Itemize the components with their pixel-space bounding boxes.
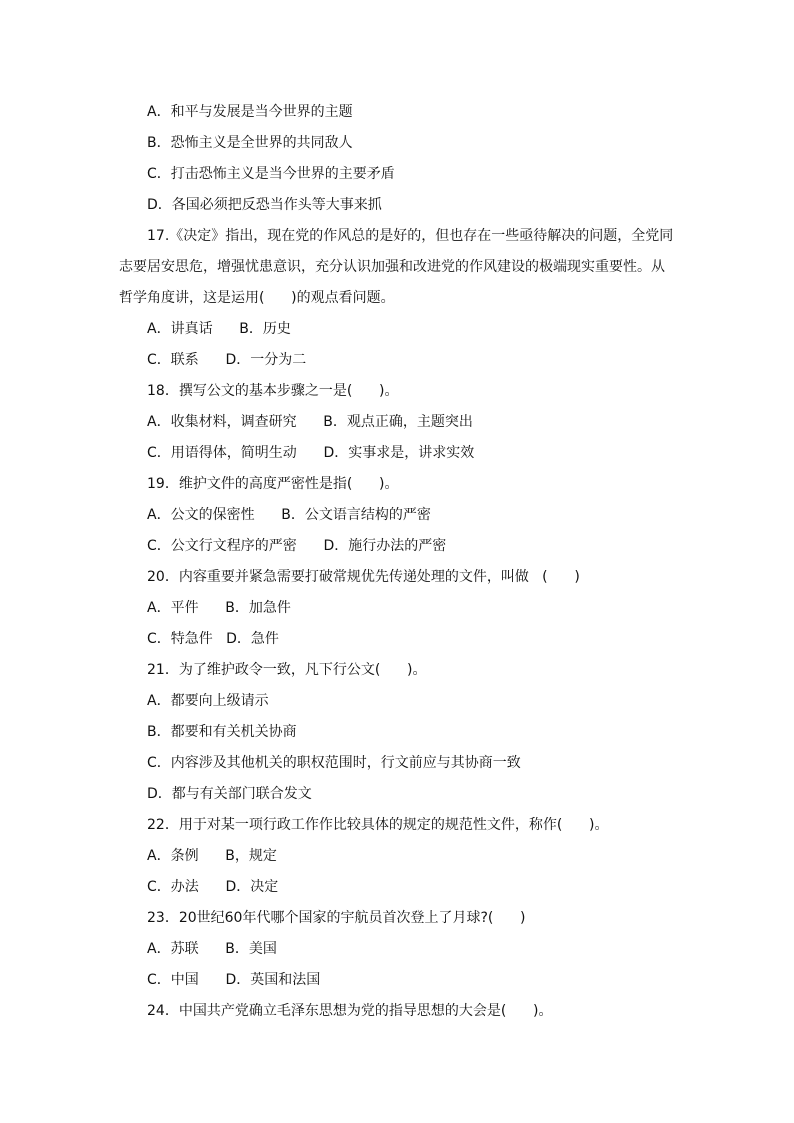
question-19: 19．维护文件的高度严密性是指( )。	[147, 476, 399, 492]
question-22: 22．用于对某一项行政工作作比较具体的规定的规范性文件，称作( )。	[147, 817, 609, 833]
option-line: C．办法 D．决定	[147, 879, 279, 895]
question-21: 21．为了维护政令一致，凡下行公文( )。	[147, 662, 427, 678]
option-line: A．讲真话 B．历史	[147, 321, 291, 337]
option-line: B．都要和有关机关协商	[147, 724, 297, 740]
question-20: 20．内容重要并紧急需要打破常规优先传递处理的文件，叫做 ( )	[147, 569, 580, 585]
option-line: C．内容涉及其他机关的职权范围时，行文前应与其协商一致	[147, 755, 521, 771]
question-list	[0, 97, 794, 1027]
option-line: A．苏联 B．美国	[147, 941, 277, 957]
option-line: C．特急件 D．急件	[147, 631, 279, 647]
option-line: C．用语得体，简明生动 D．实事求是，讲求实效	[147, 445, 475, 461]
option-line: C．公文行文程序的严密 D．施行办法的严密	[147, 538, 447, 554]
option-line: A．公文的保密性 B．公文语言结构的严密	[147, 507, 431, 523]
option-line: A．平件 B．加急件	[147, 600, 291, 616]
option-line: B．恐怖主义是全世界的共同敌人	[147, 135, 353, 151]
option-line: C．中国 D．英国和法国	[147, 972, 321, 988]
question-17-continued: 哲学角度讲，这是运用( )的观点看问题。	[119, 290, 395, 306]
question-18: 18．撰写公文的基本步骤之一是( )。	[147, 383, 399, 399]
option-line: A．都要向上级请示	[147, 693, 269, 709]
question-17-continued: 志要居安思危，增强忧患意识，充分认识加强和改进党的作风建设的极端现实重要性。从	[119, 259, 665, 275]
question-23: 23．20世纪60年代哪个国家的宇航员首次登上了月球?( )	[147, 910, 526, 926]
option-line: C．打击恐怖主义是当今世界的主要矛盾	[147, 166, 395, 182]
option-line: A．条例 B，规定	[147, 848, 277, 864]
question-17: 17.《决定》指出，现在党的作风总的是好的，但也存在一些亟待解决的问题，全党同	[147, 228, 674, 244]
question-24: 24．中国共产党确立毛泽东思想为党的指导思想的大会是( )。	[147, 1003, 553, 1019]
option-line: D．各国必须把反恐当作头等大事来抓	[147, 197, 382, 213]
option-line: A．收集材料，调查研究 B．观点正确，主题突出	[147, 414, 473, 430]
option-line: C．联系 D．一分为二	[147, 352, 307, 368]
option-line: D．都与有关部门联合发文	[147, 786, 312, 802]
option-line: A．和平与发展是当今世界的主题	[147, 104, 353, 120]
